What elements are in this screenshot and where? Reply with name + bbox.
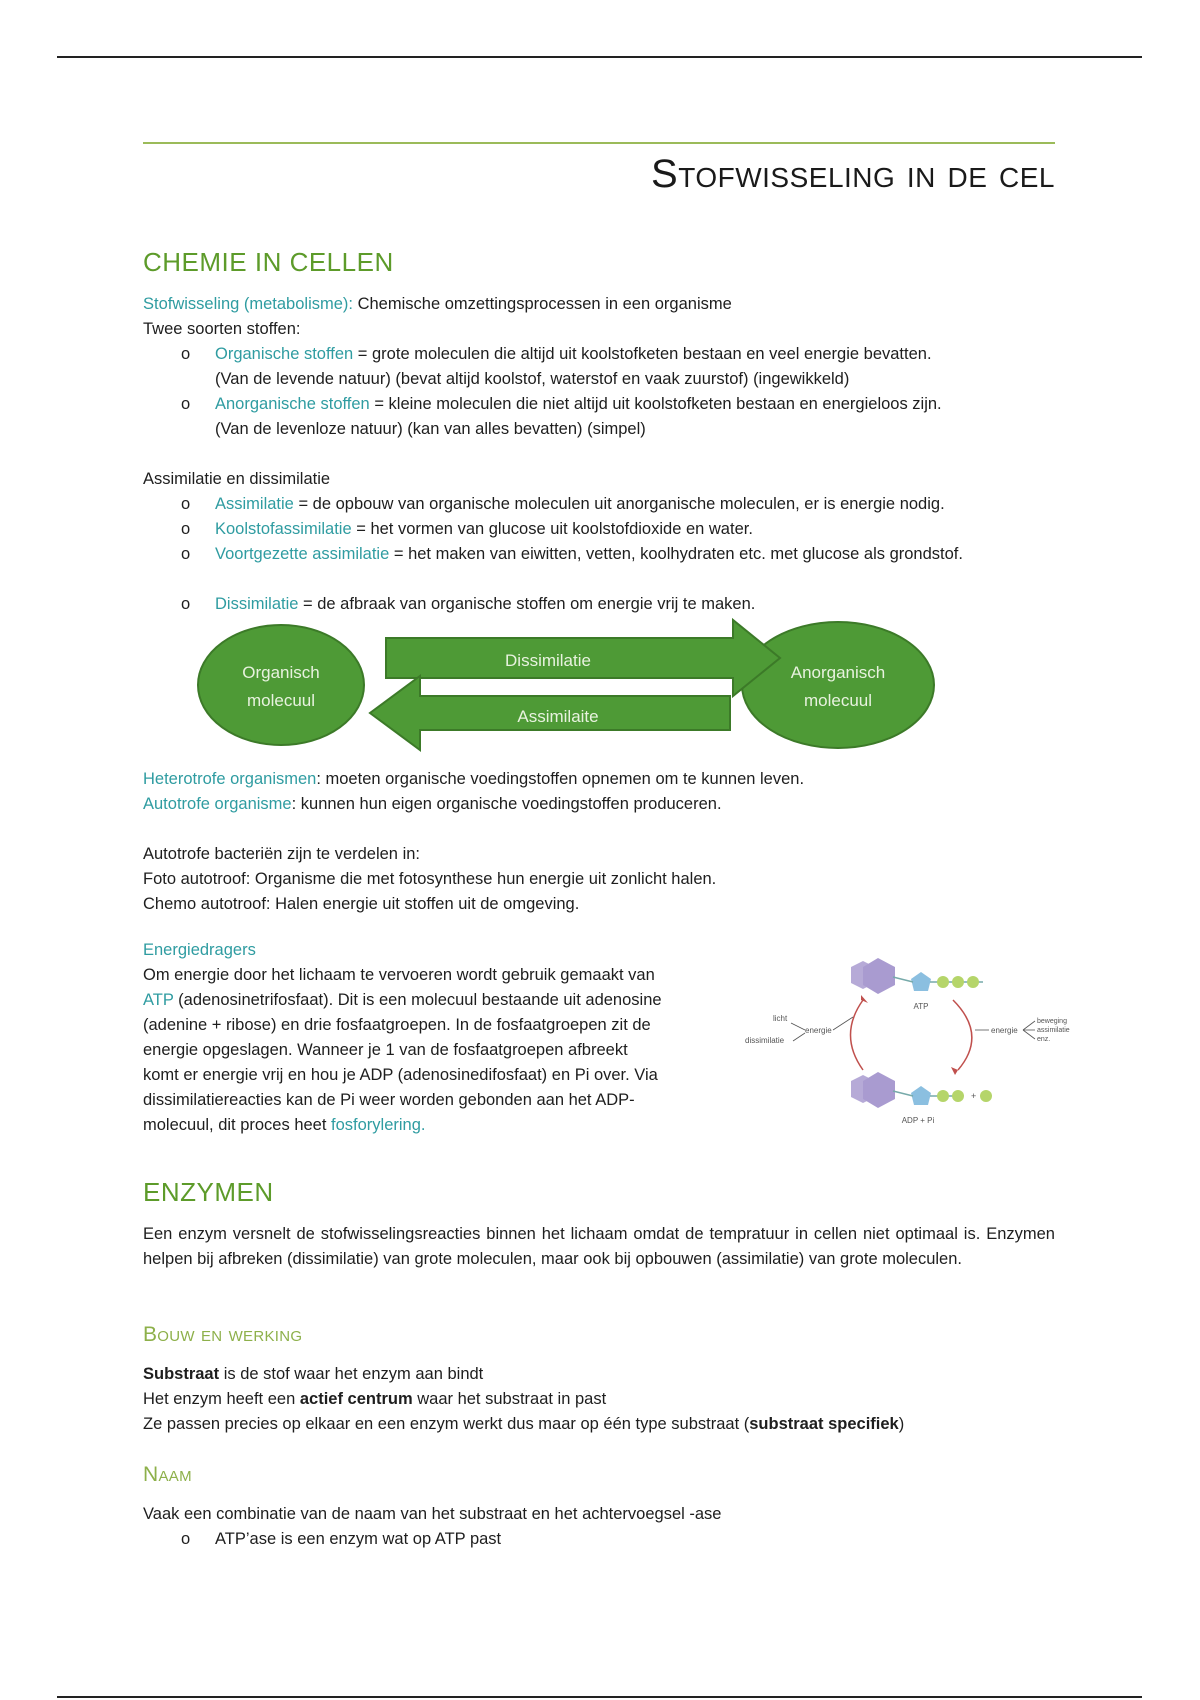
energiedragers-heading: Energiedragers — [143, 941, 256, 959]
beweging-label: beweging — [1037, 1018, 1067, 1025]
atp-label: ATP — [913, 1002, 929, 1011]
phosphate-1 — [937, 976, 949, 988]
heterotrofe-line — [143, 767, 1055, 792]
list-item-voortgezette — [215, 542, 1055, 567]
pointer-line — [793, 1033, 805, 1041]
list-item-anorganische — [215, 392, 1055, 442]
anorganisch-molecuul-node — [742, 622, 934, 748]
bond — [893, 1091, 913, 1096]
licht-label: licht — [773, 1014, 788, 1023]
pointer-line — [1023, 1030, 1035, 1039]
adenine-shape-2 — [851, 961, 875, 989]
dissimilatie-label: Dissimilatie — [505, 651, 591, 670]
term-organische: Organische stoffen — [215, 345, 354, 363]
metabolism-diagram — [198, 618, 888, 753]
bacterien-line-1: Autotrofe bacteriën zijn te verdelen in: — [143, 845, 420, 863]
item-text: = het vormen van glucose uit koolstofdioxide en water. — [351, 520, 753, 538]
term-koolstofassimilatie: Koolstofassimilatie — [215, 520, 352, 538]
bullet-marker: o — [181, 545, 191, 563]
bold-term: actief centrum — [299, 1390, 413, 1408]
line-text: is de stof waar het enzym aan bindt — [219, 1365, 484, 1383]
substraat-line — [143, 1362, 1055, 1387]
energie-right-label: energie — [991, 1026, 1018, 1035]
assimilatie-small-label: assimilatie — [1037, 1027, 1070, 1034]
bullet-marker: o — [181, 520, 191, 538]
dissimilatie-small-label: dissimilatie — [745, 1036, 785, 1045]
line-text: Het enzym heeft een — [143, 1390, 300, 1408]
item-text: = de afbraak van organische stoffen om energie vrij te maken. — [298, 595, 756, 613]
para-line: molecuul, dit proces heet — [143, 1116, 332, 1134]
bacterien-line-2: Foto autotroof: Organisme die met fotosynthese hun energie uit zonlicht halen. — [143, 870, 717, 888]
title-rule — [143, 142, 1055, 144]
pointer-line — [833, 1017, 853, 1030]
plus-sign: + — [971, 1091, 977, 1101]
line-text: ) — [898, 1415, 905, 1433]
organisch-molecuul-node — [198, 625, 364, 745]
subheading-bouw: Bouw en werking — [143, 1323, 303, 1346]
ribose-shape — [911, 972, 931, 991]
bold-term: substraat specifiek — [749, 1415, 899, 1433]
adp-label: ADP + Pi — [901, 1116, 935, 1125]
section-heading-enzymen: ENZYMEN — [143, 1177, 274, 1207]
item-text-line2: (Van de levende natuur) (bevat altijd koolstof, waterstof en vaak zuurstof) (ingewikkeld) — [215, 370, 850, 388]
bullet-marker: o — [181, 345, 191, 363]
naam-text: Vaak een combinatie van de naam van het substraat en het achtervoegsel -ase — [143, 1505, 722, 1523]
page-top-rule — [57, 56, 1142, 58]
list-item-dissimilatie — [215, 592, 1055, 617]
energie-left-label: energie — [805, 1026, 832, 1035]
bullet-marker: o — [181, 1530, 191, 1548]
item-text: = kleine moleculen die niet altijd uit koolstofketen bestaan en energieloos zijn. — [369, 395, 942, 413]
autotrofe-line — [143, 792, 1055, 817]
intro-twee-soorten: Twee soorten stoffen: — [143, 320, 301, 338]
page-title: Stofwisseling in de cel — [651, 152, 1055, 196]
term-heterotrofe: Heterotrofe organismen — [143, 770, 317, 788]
term-autotrofe: Autotrofe organisme — [143, 795, 292, 813]
phosphate-2 — [952, 1090, 964, 1102]
list-item-atpase: ATP’ase is een enzym wat op ATP past — [215, 1530, 502, 1548]
item-text: = de opbouw van organische moleculen uit anorganische moleculen, er is energie nodig. — [293, 495, 945, 513]
term-anorganische: Anorganische stoffen — [215, 395, 370, 413]
line-text: : kunnen hun eigen organische voedingstoffen produceren. — [291, 795, 722, 813]
actief-centrum-line — [143, 1387, 1055, 1412]
bullet-marker: o — [181, 495, 191, 513]
term-voortgezette: Voortgezette assimilatie — [215, 545, 390, 563]
para-line: dissimilatiereacties kan de Pi weer worden gebonden aan het ADP- — [143, 1091, 635, 1109]
definition-text: Chemische omzettingsprocessen in een organisme — [353, 295, 732, 313]
enzymen-intro: Een enzym versnelt de stofwisselingsreacties binnen het lichaam omdat de tempratuur in cellen niet optimaal is. Enzymen helpen bij afbreken (dissimilatie) van grote moleculen, maar ook bij opbouwen (assimilatie) van grote moleculen. — [143, 1225, 1055, 1268]
bold-term: Substraat — [143, 1365, 220, 1383]
item-text-line2: (Van de levenloze natuur) (kan van alles bevatten) (simpel) — [215, 420, 646, 438]
cycle-arrow-right — [953, 1000, 972, 1070]
term-assimilatie: Assimilatie — [215, 495, 294, 513]
cycle-arrow-left — [851, 1000, 864, 1070]
specifiek-line — [143, 1412, 1055, 1437]
bullet-marker: o — [181, 595, 191, 613]
energiedragers-paragraph — [143, 963, 733, 1138]
para-line: Om energie door het lichaam te vervoeren wordt gebruik gemaakt van — [143, 966, 655, 984]
ribose-shape — [911, 1086, 931, 1105]
item-text: = het maken van eiwitten, vetten, koolhydraten etc. met glucose als grondstof. — [389, 545, 963, 563]
phosphate-free — [980, 1090, 992, 1102]
phosphate-1 — [937, 1090, 949, 1102]
arrowhead — [951, 1067, 958, 1075]
para-line: (adenosinetrifosfaat). Dit is een molecuul bestaande uit adenosine — [173, 991, 662, 1009]
term-stofwisseling: Stofwisseling (metabolisme): — [143, 295, 353, 313]
section-heading-chemie: CHEMIE IN CELLEN — [143, 247, 394, 277]
line-text: : moeten organische voedingstoffen opnemen om te kunnen leven. — [316, 770, 805, 788]
assimilatie-heading: Assimilatie en dissimilatie — [143, 470, 331, 488]
phosphate-2 — [952, 976, 964, 988]
atp-cycle-diagram — [743, 955, 1070, 1135]
definition-stofwisseling — [143, 292, 1055, 317]
page-bottom-rule — [57, 1696, 1142, 1698]
phosphate-3 — [967, 976, 979, 988]
anorganisch-label-2: molecuul — [803, 691, 873, 710]
term-dissimilatie: Dissimilatie — [215, 595, 299, 613]
para-line: komt er energie vrij en hou je ADP (adenosinedifosfaat) en Pi over. Via — [143, 1066, 658, 1084]
anorganisch-label-1: Anorganisch — [790, 663, 886, 682]
bullet-marker: o — [181, 395, 191, 413]
para-line: energie opgeslagen. Wanneer je 1 van de fosfaatgroepen afbreekt — [143, 1041, 628, 1059]
pointer-line — [791, 1023, 805, 1030]
assimilatie-label: Assimilaite — [517, 707, 599, 726]
organisch-label-2: molecuul — [246, 691, 316, 710]
list-item-organische — [215, 342, 1055, 392]
subheading-naam: Naam — [143, 1463, 192, 1486]
list-item-assimilatie — [215, 492, 1055, 517]
enz-label: enz. — [1037, 1036, 1051, 1043]
item-text: = grote moleculen die altijd uit koolstofketen bestaan en veel energie bevatten. — [353, 345, 932, 363]
organisch-label-1: Organisch — [242, 663, 320, 682]
bond — [893, 977, 913, 982]
para-line: (adenine + ribose) en drie fosfaatgroepen. In de fosfaatgroepen zit de — [143, 1016, 651, 1034]
line-text: Ze passen precies op elkaar en een enzym werkt dus maar op één type substraat ( — [143, 1415, 750, 1433]
bacterien-line-3: Chemo autotroof: Halen energie uit stoffen uit de omgeving. — [143, 895, 580, 913]
line-text: waar het substraat in past — [412, 1390, 607, 1408]
term-fosforylering: fosforylering. — [331, 1116, 426, 1134]
pointer-line — [1023, 1021, 1035, 1030]
list-item-koolstofassimilatie — [215, 517, 1055, 542]
term-atp: ATP — [143, 991, 174, 1009]
